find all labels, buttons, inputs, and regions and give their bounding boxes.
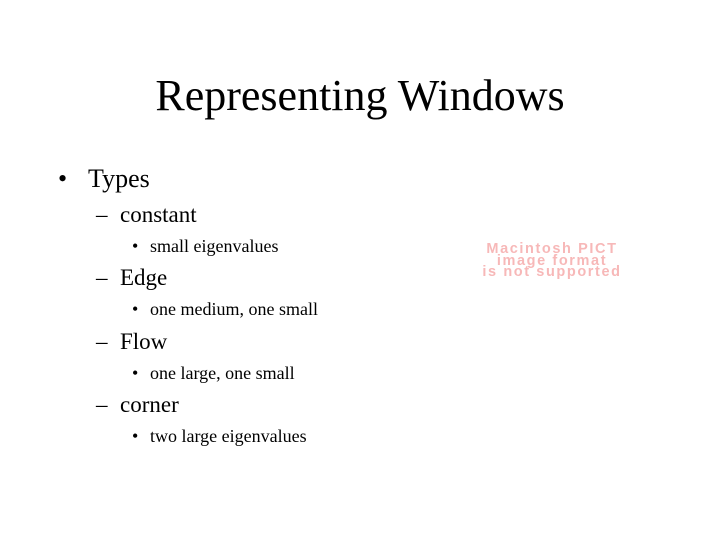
bullet-types xyxy=(58,164,150,194)
bullet-flow xyxy=(96,329,167,355)
bullet-marker: • xyxy=(132,236,139,256)
bullet-one-large-one-small xyxy=(132,362,295,384)
dash-marker: – xyxy=(96,202,108,227)
bullet-small-eigenvalues xyxy=(132,235,278,257)
bullet-two-large-eigenvalues xyxy=(132,425,307,447)
bullet-text: Flow xyxy=(120,329,168,354)
bullet-constant xyxy=(96,202,197,228)
bullet-marker: • xyxy=(58,164,68,193)
bullet-text: Edge xyxy=(120,265,168,290)
unsupported-image-placeholder xyxy=(440,241,664,280)
placeholder-line: is not supported xyxy=(482,264,622,280)
placeholder-line: Macintosh PICT xyxy=(486,241,618,257)
bullet-marker: • xyxy=(132,363,139,383)
bullet-text: small eigenvalues xyxy=(150,236,279,256)
bullet-text: one large, one small xyxy=(150,363,295,383)
bullet-text: constant xyxy=(120,202,197,227)
bullet-text: two large eigenvalues xyxy=(150,426,307,446)
slide-title: Representing Windows xyxy=(155,71,565,120)
bullet-marker: • xyxy=(132,426,139,446)
bullet-edge xyxy=(96,265,167,291)
dash-marker: – xyxy=(96,265,108,290)
bullet-text: one medium, one small xyxy=(150,299,318,319)
bullet-one-medium-one-small xyxy=(132,298,318,320)
dash-marker: – xyxy=(96,392,108,417)
bullet-marker: • xyxy=(132,299,139,319)
bullet-text: Types xyxy=(88,164,150,193)
bullet-corner xyxy=(96,392,179,418)
bullet-text: corner xyxy=(120,392,179,417)
placeholder-line: image format xyxy=(496,252,608,269)
dash-marker: – xyxy=(96,329,108,354)
